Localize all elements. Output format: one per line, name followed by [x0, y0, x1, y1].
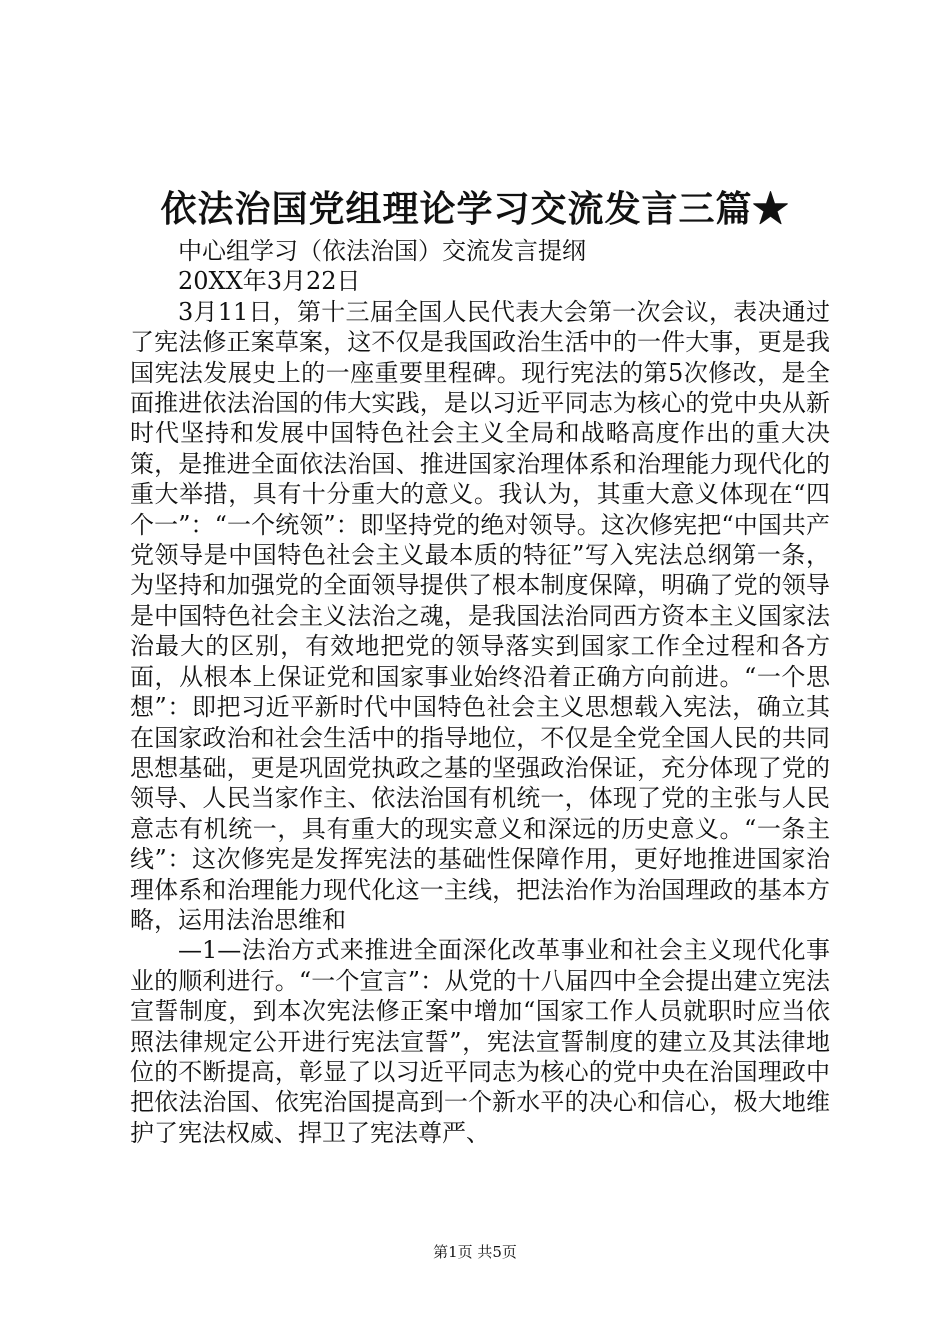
body-paragraph-2: —1—法治方式来推进全面深化改革事业和社会主义现代化事业的顺利进行。“一个宣言”：从党的十八届四中全会提出建立宪法宣誓制度，到本次宪法修正案中增加“国家工作人员就职时应当依照法律规定公开进行宪法宣誓”，宪法宣誓制度的建立及其法律地位的不断提高，彰显了以习近平同志为核心的党中央在治国理政中把依法治国、依宪治国提高到一个新水平的决心和信心，极大地维护了宪法权威、捍卫了宪法尊严、	[130, 936, 830, 1147]
page-footer: 第1页 共5页	[433, 1243, 517, 1261]
document-title: 依法治国党组理论学习交流发言三篇★	[160, 188, 790, 230]
document-subtitle: 中心组学习（依法治国）交流发言提纲	[178, 237, 586, 265]
body-paragraph-1: 3月11日，第十三届全国人民代表大会第一次会议，表决通过了宪法修正案草案，这不仅是我国政治生活中的一件大事，更是我国宪法发展史上的一座重要里程碑。现行宪法的第5次修改，是全面推进依法治国的伟大实践，是以习近平同志为核心的党中央从新时代坚持和发展中国特色社会主义全局和战略高度作出的重大决策，是推进全面依法治国、推进国家治理体系和治理能力现代化的重大举措，具有十分重大的意义。我认为，其重大意义体现在“四个一”：“一个统领”：即坚持党的绝对领导。这次修宪把“中国共产党领导是中国特色社会主义最本质的特征”写入宪法总纲第一条，为坚持和加强党的全面领导提供了根本制度保障，明确了党的领导是中国特色社会主义法治之魂，是我国法治同西方资本主义国家法治最大的区别，有效地把党的领导落实到国家工作全过程和各方面，从根本上保证党和国家事业始终沿着正确方向前进。“一个思想”：即把习近平新时代中国特色社会主义思想载入宪法，确立其在国家政治和社会生活中的指导地位，不仅是全党全国人民的共同思想基础，更是巩固党执政之基的坚强政治保证，充分体现了党的领导、人民当家作主、依法治国有机统一，体现了党的主张与人民意志有机统一，具有重大的现实意义和深远的历史意义。“一条主线”：这次修宪是发挥宪法的基础性保障作用，更好地推进国家治理体系和治理能力现代化这一主线，把法治作为治国理政的基本方略，运用法治思维和	[130, 297, 830, 934]
document-body	[130, 236, 830, 1148]
document-date: 20XX年3月22日	[178, 267, 361, 296]
